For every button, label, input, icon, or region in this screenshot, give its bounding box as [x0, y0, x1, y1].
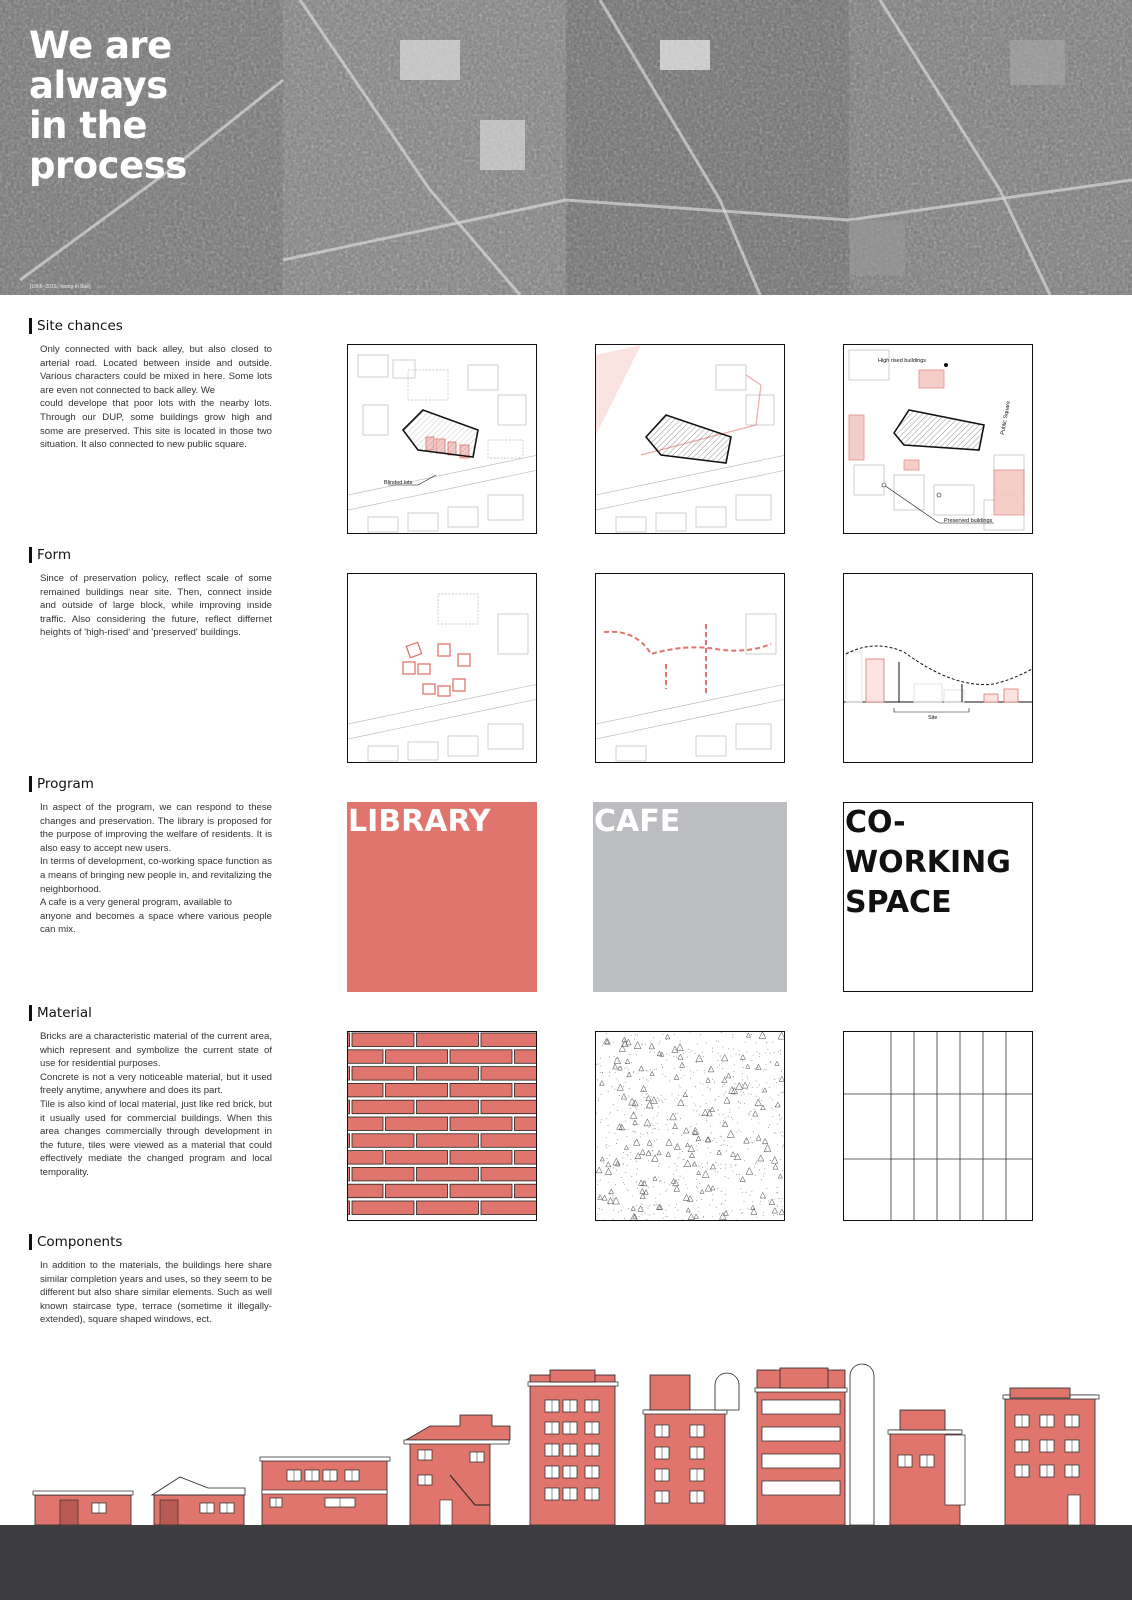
- label-public-square: Public Square: [1000, 400, 1012, 436]
- section-heading-components: Components: [29, 1234, 122, 1250]
- section-heading-program: Program: [29, 776, 94, 792]
- hero-aerial-banner: [0, 0, 1132, 295]
- map-diagram: [348, 345, 537, 534]
- program-label-cafe: CAFE: [594, 804, 681, 839]
- section-heading-form: Form: [29, 547, 71, 563]
- hero-title: We are always in the process: [29, 24, 187, 187]
- material-swatch-tile: [843, 1031, 1033, 1221]
- section-heading-site-chances: Site chances: [29, 318, 123, 334]
- concrete-pattern: [596, 1032, 785, 1221]
- map-diagram: [844, 345, 1033, 534]
- map-diagram: [596, 574, 785, 763]
- height-section-diagram: [844, 574, 1033, 763]
- material-swatch-concrete: [595, 1031, 785, 1221]
- ground-strip: [0, 1525, 1132, 1600]
- tile-pattern: [844, 1032, 1033, 1221]
- program-tile-library: [347, 802, 537, 992]
- section-text-form: Since of preservation policy, reflect scale of some remained buildings near site. Then, connect inside and outside of large block, while improving inside traffic. Also considering the future, reflect differnet heights of 'high-rised' and 'preserved' buildings.: [40, 573, 272, 639]
- section-text-material: Bricks are a characteristic material of the current area, which represent and symbolize the current state of use for residential purposes. Concrete is not a very noticeable material, but it used freely anytime, anywhere and does its part. Tile is also kind of local material, just like red brick, but it usually used for commercial buildings. When this area changes commercially through development in the future, tiles were viewed as a material that could effectively mediate the changed program and local temporality.: [40, 1031, 272, 1178]
- program-label-library: LIBRARY: [348, 804, 491, 839]
- material-swatch-brick: [347, 1031, 537, 1221]
- program-tile-coworking: [843, 802, 1033, 992]
- label-preserved-buildings: Preserved buildings: [944, 518, 993, 524]
- program-label-coworking: CO- WORKING SPACE: [845, 805, 1011, 920]
- form-diagram-heights: [843, 573, 1033, 763]
- section-heading-material: Material: [29, 1005, 92, 1021]
- map-diagram: [348, 574, 537, 763]
- label-blinded-lots: Blinded lots: [384, 480, 413, 486]
- form-diagram-scale: [347, 573, 537, 763]
- map-diagram: [596, 345, 785, 534]
- program-tile-cafe: [593, 802, 787, 992]
- section-text-site-chances: Only connected with back alley, but also closed to arterial road. Located between inside and outside. Various characters could be mixed in here. Some lots are even not connected to back alley. We could develope that poor lots with the nearby lots. Through our DUP, some buildings grow high and some are preserved. This site is located in those two situation. It also connected to new public square.: [40, 344, 272, 451]
- site-diagram-public-square: [843, 344, 1033, 534]
- brick-pattern: [348, 1032, 537, 1221]
- label-site: Site: [928, 715, 938, 721]
- section-text-program: In aspect of the program, we can respond to these changes and preservation. The library is proposed for the purpose of improving the welfare of residents. It is also easy to accept new users. In terms of development, co-working space function as a means of bringing new people in, and revitalizing the neighborhood. A cafe is a very general program, available to anyone and becomes a space where various people can mix.: [40, 802, 272, 936]
- site-diagram-blinded-lots: [347, 344, 537, 534]
- hero-credit: [1966~2016, Yeong-in Bae]: [30, 284, 91, 290]
- site-diagram-arterial-road: [595, 344, 785, 534]
- label-high-rised: High rised buildings: [878, 358, 926, 364]
- section-text-components: In addition to the materials, the buildings here share similar completion years and uses, so they seem to be different but also share similar elements. Such as well known staircase type, terrace (sometime it illegally-extended), square shaped windows, ect.: [40, 1260, 272, 1326]
- form-diagram-traffic: [595, 573, 785, 763]
